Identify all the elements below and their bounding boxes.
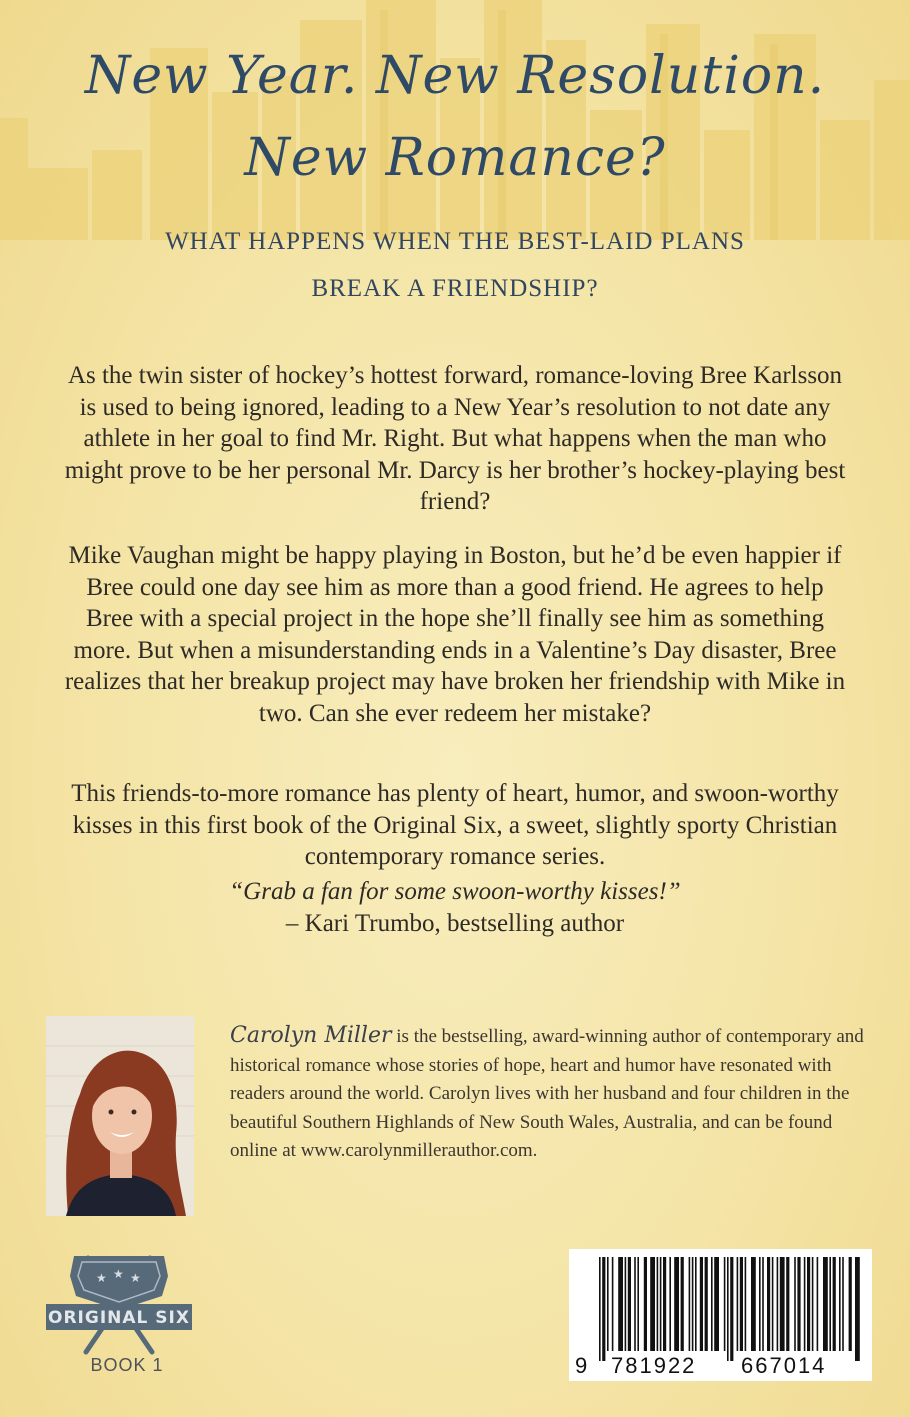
barcode-bar (628, 1257, 631, 1351)
barcode-bar (804, 1257, 806, 1351)
barcode-bar (772, 1257, 774, 1351)
barcode-bar (737, 1257, 739, 1351)
barcode-bar (618, 1257, 623, 1351)
barcode-bar (657, 1257, 659, 1351)
author-photo (46, 1016, 194, 1216)
barcode-bar (607, 1257, 609, 1351)
blurb-paragraph-3: This friends-to-more romance has plenty of heart, humor, and swoon-worthy kisses in this first book of the Original Six, a sweet, slightly sporty Christian contemporary romance series. (71, 780, 839, 870)
barcode-bar (817, 1257, 819, 1351)
barcode-bar (823, 1257, 828, 1351)
author-bio (230, 1022, 870, 1166)
hook-line-1: WHAT HAPPENS WHEN THE BEST-LAID PLANS (165, 228, 745, 255)
blurb-paragraph-2: Mike Vaughan might be happy playing in Boston, but he’d be even happier if Bree could one day see him as more than a good friend. He agrees to help Bree with a special project in the hope she’ll finally see him as something more. But when a misunderstanding ends in a Valentine’s Day disaster, Bree realizes that her breakup project may have broken her friendship with Mike in two. Can she ever redeem her mistake? (64, 542, 846, 727)
barcode-bar (634, 1257, 636, 1351)
city-skyline-illustration (0, 0, 910, 240)
author-bio-text: is the bestselling, award-winning author of contemporary and historical romance whose stories of hope, heart and humor have resonated with readers around the world. Carolyn lives with her husband and four children in the beautiful Southern Highlands of New South Wales, Australia, and can be found online at www.carolynmillerauthor.com. (230, 1026, 864, 1161)
barcode-bar (812, 1257, 814, 1351)
barcode-bar (602, 1257, 605, 1361)
barcode-bar (724, 1257, 726, 1351)
barcode-bar (767, 1257, 770, 1351)
svg-text:★: ★ (113, 1267, 124, 1281)
barcode-bar (727, 1257, 729, 1361)
barcode-bar (829, 1257, 831, 1351)
barcode-bar (644, 1257, 647, 1351)
author-name-signature: Carolyn Miller (230, 1023, 392, 1048)
barcode-bar (660, 1257, 662, 1351)
isbn-group-1: 781922 (611, 1353, 697, 1378)
barcode-bar (625, 1257, 627, 1351)
barcode-bar (637, 1257, 639, 1351)
barcode-bar (786, 1257, 789, 1351)
barcode-bar (695, 1257, 697, 1351)
barcode-bar (740, 1257, 743, 1351)
svg-text:★: ★ (130, 1271, 141, 1285)
barcode-bar (839, 1257, 841, 1351)
barcode-bar (681, 1257, 684, 1351)
barcode-bar (855, 1257, 860, 1361)
barcode-bar (833, 1257, 836, 1351)
barcode-bar (777, 1257, 779, 1351)
barcode-bar (674, 1257, 679, 1351)
barcode-bar (745, 1257, 747, 1351)
barcode-bar (650, 1257, 655, 1351)
barcode-bar (751, 1257, 756, 1351)
isbn-first-digit: 9 (575, 1353, 590, 1378)
blurb-paragraph-1: As the twin sister of hockey’s hottest forward, romance-loving Bree Karlsson is used to being ignored, leading to a New Year’s resolution to not date any athlete in her goal to find Mr. Right. But what happens when the man who might prove to be her personal Mr. Darcy is her brother’s hockey-playing best friend? (64, 362, 846, 515)
barcode-bar (612, 1257, 614, 1351)
tagline-line-1: New Year. New Resolution. (84, 46, 826, 106)
hook-line-2: BREAK A FRIENDSHIP? (311, 275, 599, 302)
barcode-bar (807, 1257, 810, 1351)
barcode-bar (689, 1257, 691, 1351)
barcode-bar (842, 1257, 844, 1351)
barcode-bar (759, 1257, 761, 1351)
barcode-bar (714, 1257, 719, 1351)
barcode-bar (663, 1257, 666, 1351)
barcode-bar (780, 1257, 785, 1351)
isbn-group-2: 667014 (741, 1353, 827, 1378)
badge-text: ORIGINAL SIX (48, 1308, 190, 1328)
barcode-bar (849, 1257, 852, 1351)
barcode-bar (692, 1257, 694, 1351)
tagline-line-2: New Romance? (244, 128, 666, 188)
barcode-bar (797, 1257, 800, 1351)
original-six-series-badge (44, 1248, 194, 1356)
barcode-bar (700, 1257, 703, 1351)
barcode-bar (705, 1257, 708, 1351)
endorsement-quote: “Grab a fan for some swoon-worthy kisses!” (229, 878, 681, 905)
barcode-bar (669, 1257, 671, 1351)
barcode-bar (794, 1257, 796, 1351)
barcode-bar (711, 1257, 713, 1351)
book-number-label: BOOK 1 (90, 1355, 164, 1375)
barcode-bar (762, 1257, 764, 1351)
barcode-bar (599, 1257, 601, 1361)
barcode-bar (730, 1257, 733, 1361)
endorsement-attribution: – Kari Trumbo, bestselling author (285, 910, 625, 937)
svg-text:★: ★ (96, 1271, 107, 1285)
isbn-barcode (569, 1249, 872, 1381)
